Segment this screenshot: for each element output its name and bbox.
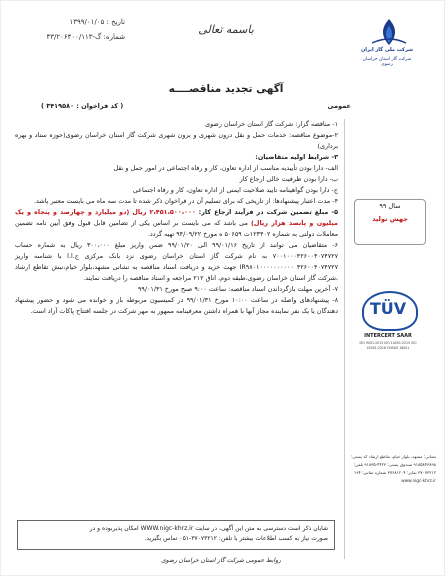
condition-b: ب- دارا بودن ظرفیت خالی ارجاع کار xyxy=(239,175,338,183)
number-row xyxy=(15,30,125,45)
notice-line-1: شایان ذکر است دسترسی به متن این آگهی، در سایت WWW.nigc-khrz.ir امکان پذیربوده و در xyxy=(89,525,328,532)
badge-slogan: جهش تولید xyxy=(372,215,408,223)
section-6: ۶- متقاضیان می توانند از تاریخ ۹۹/۰۱/۱۶ الی ۹۹/۰۱/۲۰ ضمن واریز مبلغ ۳۰۰،۰۰۰ ریال به شماره حساب ۷۰۰۱۰۰۰۴۲۶۰۰۴۰۷۴۷۲۷ به نام شرکت گاز استان خراسان رضوی نزد بانک مرکزی ج.ا.ا با شناسه واریز IR۹۸۰۱۰۰۰۰۰۰۰۰۰۰ ۴۲۶۰۰۴۰۷۴۷۲۷ جهت خرید و دریافت اسناد مناقصه به نشانی مشهد،بلوار خیام،نبش تقاطع ارشاد ،شرکت گاز استان خراسان رضوی،طبقه دوم، اتاق ۲۱۲ مراجعه و اسناد مناقصه را دریافت نمایند. xyxy=(15,241,339,282)
page-title: آگهی تجدید مناقصــــه xyxy=(168,83,284,95)
number-label: شماره: xyxy=(103,33,125,41)
tuv-cert-name: INTERCERT SAAR xyxy=(364,333,412,339)
tuv-certification xyxy=(352,291,424,371)
announcement-subtitle xyxy=(41,102,351,114)
announcement-type: عمومی xyxy=(327,102,351,110)
section-8: ۸- پیشنهادهای واصله در ساعت ۱۰:۰۰ مورخ ۹۹/۰۱/۳۱ در کمیسیون مربوطه باز و خوانده می شود و حضور پیشنهاد دهندگان یا یک نفر نماینده مجاز آنها با همراه داشتن معرفینامه ممهور به مهر شرکت در جلسه افتتاح پاکات آزاد است. xyxy=(15,296,338,315)
guarantee-amount: ۲،۴۵۱،۵۰۰،۰۰۰ ریال (دو میلیارد و چهارصد و پنجاه و یک میلیون و پانصد هزار ریال) xyxy=(15,208,338,227)
tuv-logo: TÜV xyxy=(369,299,407,318)
section-5 xyxy=(15,207,338,240)
date-label: تاریخ : xyxy=(106,18,125,26)
date-row xyxy=(15,15,125,30)
announcement-body xyxy=(15,119,338,317)
date-value: ۱۳۹۹/۰۱/۰۵ xyxy=(69,18,105,26)
section-4: ۴- مدت اعتبار پیشنهادها: از تاریخی که برای تسلیم آن در فراخوان ذکر شده تا مدت سه ماه می بایست معتبر باشد. xyxy=(33,197,338,205)
company-address: نشانی: مشهد، بلوار خیام، تقاطع ارشاد کد پستی: ۹۱۸۵۸۴۳۸۹۸ صندوق پستی: ۴۴۲۳-۹۱۸۳۵ تلفن: ۳۷۰۷۳۲۱۲ نمابر: ۳۷۶۸۱۲۰۴ شماره تماس: ۱۹۴ www.nigc-khrz.ir xyxy=(350,454,436,483)
section-2: ۲-موضوع مناقصه: خدمات حمل و نقل درون شهری و برون شهری شرکت گاز استان خراسان رضوی(حوزه ستاد و بهره برداری) xyxy=(15,131,338,150)
website-notice xyxy=(17,520,335,550)
section-7: ۷- آخرین مهلت بازگرداندن اسناد مناقصه: ساعت ۹:۰۰ صبح مورخ ۹۹/۰۱/۳۱ xyxy=(137,285,338,293)
condition-a: الف- دارا بودن تأییدیه مناسب از اداره تعاون، کار و رفاه اجتماعی در امور حمل و نقل xyxy=(113,164,338,172)
footer-signature: روابط عمومی شرکت گاز استان خراسان رضوی xyxy=(161,557,281,564)
notice-line-2: صورت نیاز به کسب اطلاعات بیشتر با تلفن: ۳۷۰۷۳۲۱۲-۰۵۱ تماس بگیرید. xyxy=(144,535,328,542)
section-1: ۱- مناقصه گزار: شرکت گاز استان خراسان رضوی xyxy=(205,120,338,128)
gas-flame-logo-icon xyxy=(366,17,412,47)
badge-year: سال ۹۹ xyxy=(379,202,401,210)
header-meta xyxy=(15,15,125,45)
org-name: شرکت ملی گاز ایران xyxy=(361,47,413,53)
section-5-rest: می باشد که می بایست بر اساس یکی از تضامین قابل قبول وفق آیین نامه تضمین معاملات دولتی به شماره ۱۲۳۴۰۲ت ۵۰۶۵۹ ه مورخ ۹۴/۰۹/۲۲ تهیه گردد. xyxy=(15,219,338,238)
basmala: باسمه تعالی xyxy=(198,23,254,36)
announcement-code: ( کد فراخوان : ۳۴۱۹۵۸۰ ) xyxy=(41,102,124,110)
tuv-standards: ISO 9001:2015 ISO 14001:2015 ISO 45001:2018 OHSAS 18001 xyxy=(359,341,417,350)
section-5-prefix: ۵- مبلغ تضمین شرکت در فرآیند ارجاع کار: xyxy=(198,208,338,216)
org-subname: شرکت گاز استان خراسان رضوی xyxy=(362,57,412,67)
condition-c: ج- دارا بودن گواهینامه تایید صلاحیت ایمنی از اداره تعاون، کار و رفاه اجتماعی xyxy=(132,186,338,194)
number-value: گ-۴۳/۲۰۶۴۰۰/۱۱۳ xyxy=(46,33,102,41)
column-divider xyxy=(344,119,345,559)
section-3: ۳- شرایط اولیه متقاضیان: xyxy=(255,153,338,161)
year-slogan-badge xyxy=(354,199,426,245)
